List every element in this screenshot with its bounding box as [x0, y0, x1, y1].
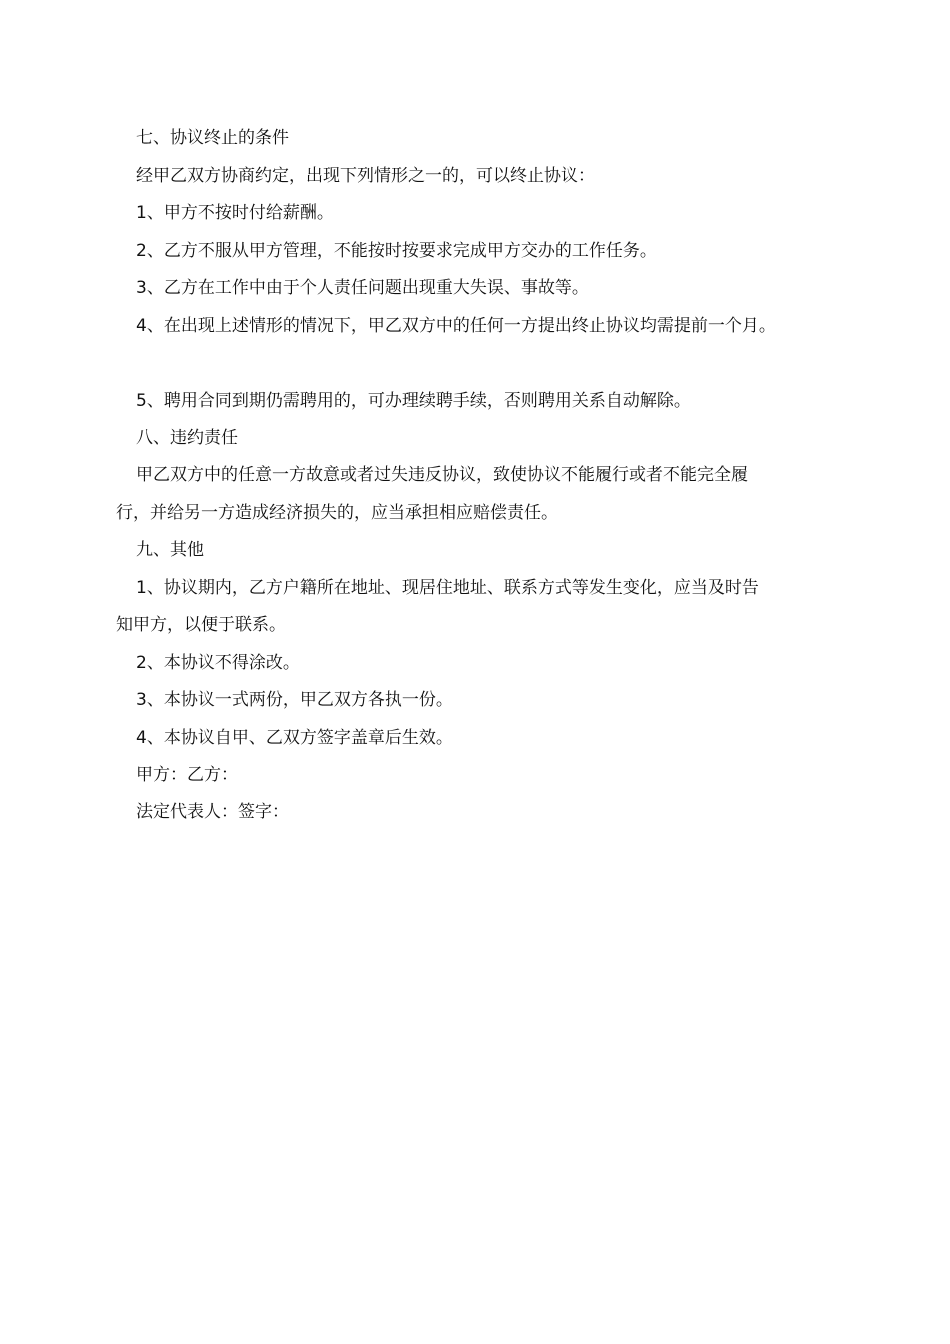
list-item: 1、甲方不按时付给薪酬。	[136, 203, 334, 223]
section-heading-liability: 八、违约责任	[136, 428, 238, 448]
section-heading-termination: 七、协议终止的条件	[136, 128, 289, 148]
list-item: 5、聘用合同到期仍需聘用的，可办理续聘手续，否则聘用关系自动解除。	[136, 391, 691, 411]
paragraph-line: 经甲乙双方协商约定，出现下列情形之一的，可以终止协议：	[136, 166, 595, 186]
list-item: 2、乙方不服从甲方管理，不能按时按要求完成甲方交办的工作任务。	[136, 241, 657, 261]
paragraph-line: 甲乙双方中的任意一方故意或者过失违反协议，致使协议不能履行或者不能完全履	[136, 465, 748, 485]
list-item: 3、乙方在工作中由于个人责任问题出现重大失误、事故等。	[136, 278, 589, 298]
section-heading-other: 九、其他	[136, 540, 204, 560]
list-item: 1、协议期内，乙方户籍所在地址、现居住地址、联系方式等发生变化，应当及时告	[136, 578, 759, 598]
list-item: 4、在出现上述情形的情况下，甲乙双方中的任何一方提出终止协议均需提前一个月。	[136, 316, 776, 336]
list-item: 3、本协议一式两份，甲乙双方各执一份。	[136, 690, 453, 710]
paragraph-line: 行，并给另一方造成经济损失的，应当承担相应赔偿责任。	[116, 503, 558, 523]
signature-parties: 甲方：乙方：	[136, 765, 238, 785]
signature-representative: 法定代表人：签字：	[136, 802, 289, 822]
list-item: 2、本协议不得涂改。	[136, 653, 300, 673]
list-item: 4、本协议自甲、乙双方签字盖章后生效。	[136, 728, 453, 748]
paragraph-line: 知甲方，以便于联系。	[116, 615, 286, 635]
